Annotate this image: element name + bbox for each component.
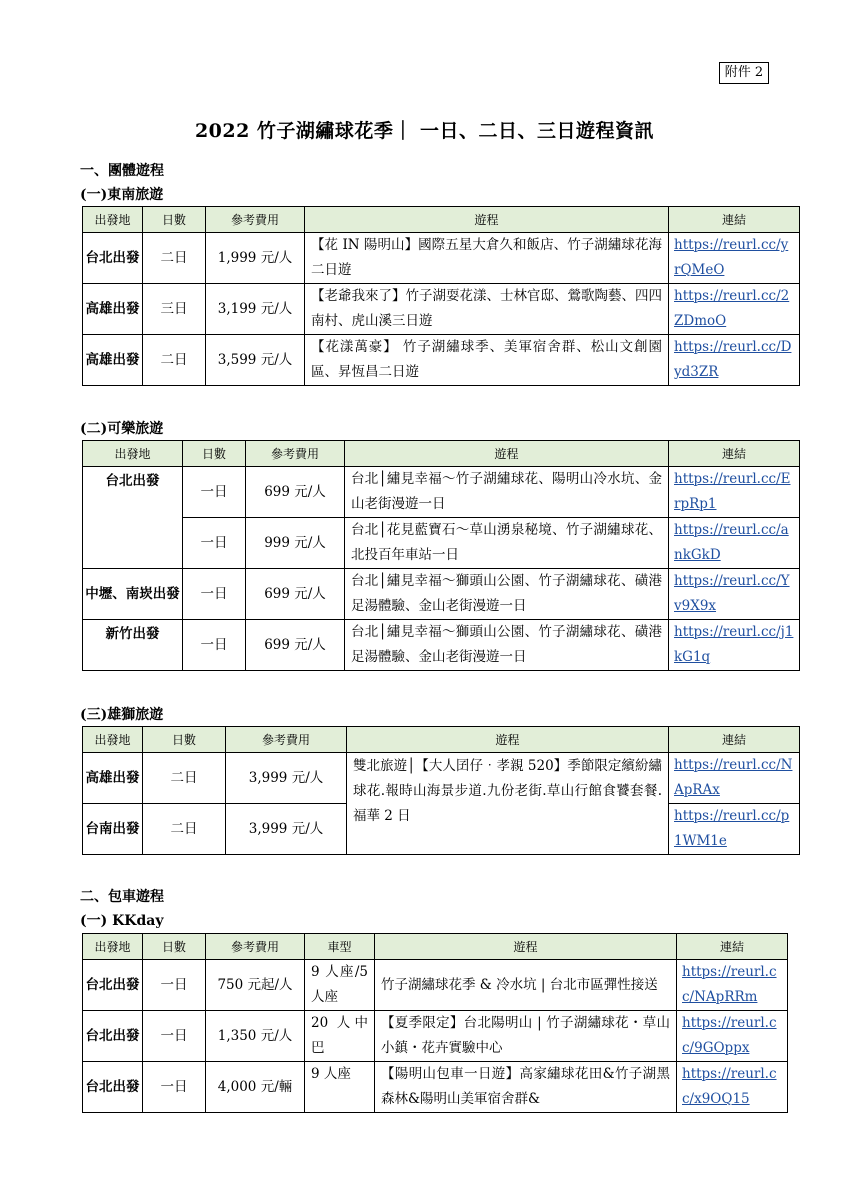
table-header-row [83, 441, 800, 467]
table-row [83, 518, 800, 569]
tour-link[interactable]: https://reurl.cc/Dyd3ZR [674, 339, 792, 380]
table-row [83, 467, 800, 518]
table-header-row [83, 727, 800, 753]
departure-cell: 台北出發 [83, 233, 143, 284]
link-cell [669, 284, 800, 335]
table-header-row [83, 934, 788, 960]
table-row [83, 753, 800, 804]
header-price: 參考費用 [206, 934, 305, 960]
header-link: 連結 [669, 727, 800, 753]
header-departure: 出發地 [83, 934, 143, 960]
tour-link[interactable]: https://reurl.cc/NApRRm [682, 964, 777, 1005]
days-cell: 一日 [143, 960, 206, 1011]
link-cell [669, 804, 800, 855]
link-cell [669, 233, 800, 284]
price-cell: 3,999 元/人 [226, 753, 347, 804]
days-cell: 一日 [183, 518, 246, 569]
table-row [83, 1062, 788, 1113]
link-cell [669, 518, 800, 569]
price-cell: 1,350 元/人 [206, 1011, 305, 1062]
itinerary-cell: 【花 IN 陽明山】國際五星大倉久和飯店、竹子湖繡球花海二日遊 [305, 233, 669, 284]
table-cola-travel [82, 440, 800, 671]
subheading-kkday: (一) KKday [80, 913, 164, 929]
price-cell: 699 元/人 [246, 569, 345, 620]
tour-link[interactable]: https://reurl.cc/yrQMeO [674, 237, 789, 278]
price-cell: 999 元/人 [246, 518, 345, 569]
itinerary-cell: 【花漾萬豪】 竹子湖繡球季、美軍宿舍群、松山文創園區、昇恆昌二日遊 [305, 335, 669, 386]
price-cell: 1,999 元/人 [206, 233, 305, 284]
tour-link[interactable]: https://reurl.cc/x9OQ15 [682, 1066, 777, 1107]
itinerary-cell: 台北│繡見幸福～竹子湖繡球花、陽明山冷水坑、金山老街漫遊一日 [345, 467, 669, 518]
price-cell: 3,599 元/人 [206, 335, 305, 386]
tour-link[interactable]: https://reurl.cc/NApRAx [674, 757, 793, 798]
departure-cell: 台南出發 [83, 804, 143, 855]
vehicle-cell: 20 人中巴 [305, 1011, 375, 1062]
link-cell [677, 960, 788, 1011]
header-price: 參考費用 [206, 207, 305, 233]
table-row [83, 960, 788, 1011]
days-cell: 二日 [143, 804, 226, 855]
itinerary-cell: 【老爺我來了】竹子湖耍花漾、士林官邸、鶯歌陶藝、四四南村、虎山溪三日遊 [305, 284, 669, 335]
days-cell: 三日 [143, 284, 206, 335]
header-itinerary: 遊程 [375, 934, 677, 960]
link-cell [669, 335, 800, 386]
vehicle-cell: 9 人座 [305, 1062, 375, 1113]
price-cell: 699 元/人 [246, 620, 345, 671]
itinerary-cell: 竹子湖繡球花季 & 冷水坑 | 台北市區彈性接送 [375, 960, 677, 1011]
tour-link[interactable]: https://reurl.cc/Yv9X9x [674, 573, 790, 614]
subheading-southeast-travel: (一)東南旅遊 [80, 187, 164, 203]
tour-link[interactable]: https://reurl.cc/ankGkD [674, 522, 789, 563]
header-itinerary: 遊程 [347, 727, 669, 753]
subheading-cola-travel: (二)可樂旅遊 [80, 421, 164, 437]
link-cell [677, 1011, 788, 1062]
section-heading-group: 一、團體遊程 [80, 163, 164, 179]
table-row [83, 620, 800, 671]
subheading-lion-travel: (三)雄獅旅遊 [80, 707, 164, 723]
departure-cell: 台北出發 [83, 1011, 143, 1062]
tour-link[interactable]: https://reurl.cc/9GOppx [682, 1015, 777, 1056]
table-row [83, 284, 800, 335]
itinerary-cell: 【夏季限定】台北陽明山 | 竹子湖繡球花・草山小鎮・花卉實驗中心 [375, 1011, 677, 1062]
itinerary-cell: 台北│繡見幸福～獅頭山公園、竹子湖繡球花、磺港足湯體驗、金山老街漫遊一日 [345, 569, 669, 620]
price-cell: 3,199 元/人 [206, 284, 305, 335]
price-cell: 699 元/人 [246, 467, 345, 518]
table-kkday [82, 933, 788, 1113]
header-days: 日數 [143, 727, 226, 753]
departure-cell: 中壢、南崁出發 [83, 569, 183, 620]
header-itinerary: 遊程 [345, 441, 669, 467]
tour-link[interactable]: https://reurl.cc/p1WM1e [674, 808, 790, 849]
days-cell: 二日 [143, 335, 206, 386]
days-cell: 一日 [183, 620, 246, 671]
departure-cell: 高雄出發 [83, 335, 143, 386]
tour-link[interactable]: https://reurl.cc/j1kG1q [674, 624, 794, 665]
table-row [83, 335, 800, 386]
days-cell: 一日 [143, 1011, 206, 1062]
days-cell: 二日 [143, 753, 226, 804]
itinerary-cell: 台北│繡見幸福～獅頭山公園、竹子湖繡球花、磺港足湯體驗、金山老街漫遊一日 [345, 620, 669, 671]
days-cell: 一日 [143, 1062, 206, 1113]
table-row [83, 233, 800, 284]
itinerary-cell: 台北│花見藍寶石～草山湧泉秘境、竹子湖繡球花、北投百年車站一日 [345, 518, 669, 569]
days-cell: 一日 [183, 467, 246, 518]
days-cell: 一日 [183, 569, 246, 620]
header-days: 日數 [143, 207, 206, 233]
departure-cell: 新竹出發 [83, 620, 183, 671]
header-itinerary: 遊程 [305, 207, 669, 233]
link-cell [669, 753, 800, 804]
departure-cell: 高雄出發 [83, 284, 143, 335]
departure-cell: 高雄出發 [83, 753, 143, 804]
table-southeast-travel [82, 206, 800, 386]
header-days: 日數 [143, 934, 206, 960]
header-link: 連結 [677, 934, 788, 960]
section-heading-charter: 二、包車遊程 [80, 889, 164, 905]
header-departure: 出發地 [83, 441, 183, 467]
table-header-row [83, 207, 800, 233]
table-row [83, 569, 800, 620]
header-days: 日數 [183, 441, 246, 467]
link-cell [669, 620, 800, 671]
price-cell: 4,000 元/輛 [206, 1062, 305, 1113]
departure-cell: 台北出發 [83, 1062, 143, 1113]
header-price: 參考費用 [226, 727, 347, 753]
header-price: 參考費用 [246, 441, 345, 467]
link-cell [669, 467, 800, 518]
header-link: 連結 [669, 207, 800, 233]
link-cell [677, 1062, 788, 1113]
header-departure: 出發地 [83, 207, 143, 233]
itinerary-cell: 雙北旅遊│【大人囝仔‧孝親 520】季節限定繽紛繡球花.報時山海景步道.九份老街.草山行館食饕套餐.福華 2 日 [347, 753, 669, 855]
document-title: 2022 竹子湖繡球花季｜ 一日、二日、三日遊程資訊 [194, 120, 655, 142]
attachment-label: 附件 2 [719, 62, 769, 84]
days-cell: 二日 [143, 233, 206, 284]
header-departure: 出發地 [83, 727, 143, 753]
price-cell: 750 元起/人 [206, 960, 305, 1011]
departure-cell: 台北出發 [83, 467, 183, 569]
itinerary-cell: 【陽明山包車一日遊】高家繡球花田&竹子湖黑森林&陽明山美軍宿舍群& [375, 1062, 677, 1113]
departure-cell: 台北出發 [83, 960, 143, 1011]
tour-link[interactable]: https://reurl.cc/ErpRp1 [674, 471, 791, 512]
table-lion-travel [82, 726, 800, 855]
vehicle-cell: 9 人座/5 人座 [305, 960, 375, 1011]
price-cell: 3,999 元/人 [226, 804, 347, 855]
header-link: 連結 [669, 441, 800, 467]
table-row [83, 1011, 788, 1062]
link-cell [669, 569, 800, 620]
header-vehicle: 車型 [305, 934, 375, 960]
tour-link[interactable]: https://reurl.cc/2ZDmoO [674, 288, 790, 329]
